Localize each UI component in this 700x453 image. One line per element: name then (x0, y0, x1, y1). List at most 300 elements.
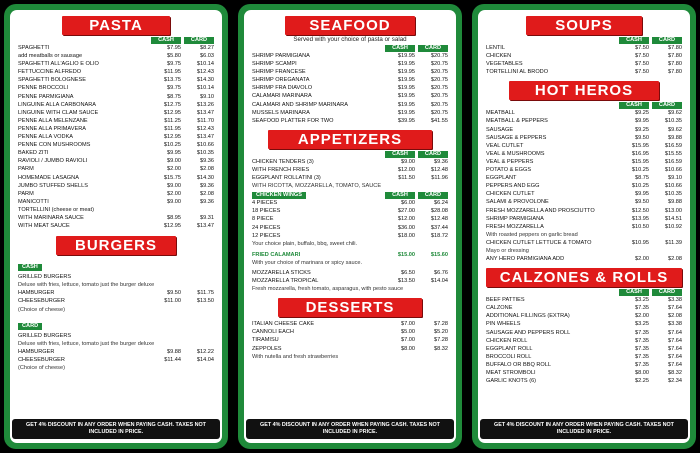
list-item (486, 126, 682, 134)
item-note: (Choice of cheese) (18, 365, 65, 371)
cash-price: $5.00 (401, 329, 415, 336)
cash-price: $8.95 (167, 214, 181, 221)
list-item (486, 198, 682, 206)
cash-price: $12.95 (163, 109, 181, 116)
cash-price: $7.50 (635, 61, 649, 68)
hero-list (486, 109, 682, 230)
list-item (252, 328, 448, 336)
item-name: SHRIMP PARMIGIANA (252, 53, 310, 59)
card-label: CARD (652, 289, 682, 296)
cash-label: CASH (619, 37, 649, 44)
item-name: MUSSELS MARINARA (252, 109, 310, 116)
list-item (252, 269, 448, 277)
card-price: $10.66 (196, 142, 214, 149)
list-item (252, 76, 448, 84)
cash-price: $10.25 (631, 167, 649, 174)
list-item (252, 52, 448, 60)
cash-price: $9.75 (167, 85, 181, 92)
cash-price: $11.25 (164, 117, 181, 124)
cash-price: $9.00 (167, 198, 181, 205)
cash-price: $12.00 (397, 216, 415, 223)
item-name: VEGETABLES (486, 61, 523, 68)
item-name: ANY HERO PARMIGIANA ADD (486, 256, 565, 263)
list-item (252, 158, 448, 166)
item-name: LINGUINE ALLA CARBONARA (18, 101, 97, 108)
section-title-soups: SOUPS (526, 16, 642, 35)
list-item (486, 158, 682, 166)
list-item (486, 117, 682, 125)
card-price: $28.08 (430, 208, 448, 215)
cash-price: $9.00 (167, 182, 181, 189)
item-name: POTATO & EGGS (486, 167, 532, 174)
card-price: $20.75 (430, 77, 448, 84)
item-name: CHICKEN ROLL (486, 337, 528, 344)
item-name: MEATBALL & PEPPERS (486, 118, 548, 125)
cash-price: $2.00 (635, 313, 649, 320)
item-name: PENNE ALLA PRIMAVERA (18, 125, 86, 132)
item-name: SALAMI & PROVOLONE (486, 199, 549, 206)
item-name: PARM (18, 166, 34, 173)
item-name: CALAMARI AND SHRIMP MARINARA (252, 101, 348, 108)
list-item (486, 377, 682, 385)
list-item (18, 109, 214, 117)
item-name: MOZZARELLA TROPICAL (252, 278, 319, 285)
cash-price: $2.00 (635, 256, 649, 263)
list-item (18, 141, 214, 149)
item-name: CANNOLI EACH (252, 329, 294, 336)
list-item (486, 329, 682, 337)
cash-price: $9.25 (635, 110, 649, 117)
list-item (252, 232, 448, 240)
price-header (252, 45, 448, 52)
mozzarella-list (252, 269, 448, 285)
card-price: $14.30 (196, 77, 214, 84)
card-price: $9.88 (668, 199, 682, 206)
item-name: BROCCOLI ROLL (486, 353, 532, 360)
cash-price: $10.50 (631, 223, 649, 230)
card-price: $5.20 (434, 329, 448, 336)
wings-header (252, 192, 448, 199)
card-price: $20.75 (430, 69, 448, 76)
list-item (18, 190, 214, 198)
card-price: $11.75 (197, 290, 214, 297)
item-name: 4 PIECES (252, 200, 278, 207)
card-price: $10.35 (664, 118, 682, 125)
card-price: $8.27 (200, 45, 214, 51)
item-name: BUFFALO OR BBQ ROLL (486, 361, 551, 368)
cash-price: $12.00 (397, 166, 415, 173)
cash-price: $7.50 (635, 69, 649, 76)
price-header (486, 102, 682, 109)
list-item (486, 215, 682, 223)
section-title-hot-heros: HOT HEROS (509, 81, 659, 100)
cash-price: $2.25 (635, 378, 649, 385)
card-price: $9.62 (668, 126, 682, 133)
card-price: $9.10 (668, 175, 682, 182)
item-name: WITH FRENCH FRIES (252, 166, 310, 173)
card-price: $9.31 (200, 214, 214, 221)
card-price: $9.36 (200, 158, 214, 165)
section-title-seafood: SEAFOOD (285, 16, 415, 35)
panel-inner (244, 10, 456, 443)
card-price: $13.00 (664, 207, 682, 214)
item-name: FRESH MOZZARELLA (486, 223, 544, 230)
item-name: VEAL & MUSHROOMS (486, 150, 545, 157)
card-price: $8.32 (434, 345, 448, 352)
card-price: $13.47 (196, 134, 214, 141)
panel-seafood-appetizers (238, 4, 462, 449)
item-name: SPAGHETTI ALL'AGLIO E OLIO (18, 61, 99, 68)
footer-discount-note: GET 4% DISCOUNT IN ANY ORDER WHEN PAYING CASH. TAXES NOT INCLUDED IN PRICE. (246, 419, 454, 439)
item-name: ZEPPOLES (252, 345, 282, 352)
list-item (252, 109, 448, 117)
item-name: PENNE ALLA MELENZANE (18, 117, 88, 124)
card-price: $20.75 (430, 109, 448, 116)
item-name: PENNE PARMIGIANA (18, 93, 74, 100)
list-item (486, 190, 682, 198)
cash-label: CASH (385, 192, 415, 199)
card-price: $13.50 (196, 298, 214, 305)
card-price: $9.36 (200, 198, 214, 205)
footer-discount-note: GET 4% DISCOUNT IN ANY ORDER WHEN PAYING CASH. TAXES NOT INCLUDED IN PRICE. (480, 419, 688, 439)
card-price: $12.43 (196, 69, 214, 76)
card-price: $2.08 (200, 190, 214, 197)
cash-price: $19.95 (397, 61, 415, 68)
list-item (252, 320, 448, 328)
card-price: $15.55 (664, 150, 682, 157)
cash-price: $13.95 (631, 215, 649, 222)
item-name: VEAL CUTLET (486, 142, 524, 149)
item-name: JUMBO STUFFED SHELLS (18, 182, 88, 189)
list-item (18, 289, 214, 297)
card-price: $13.47 (196, 223, 214, 230)
item-name: FETTUCCINE ALFREDO (18, 69, 82, 76)
cash-price: $6.00 (401, 200, 415, 207)
item-name: 24 PIECES (252, 224, 281, 231)
card-price (184, 206, 214, 214)
card-price: $6.03 (200, 53, 214, 60)
list-item (18, 44, 214, 52)
cash-price: $11.44 (164, 356, 181, 363)
list-item (18, 117, 214, 125)
panel-inner (478, 10, 690, 443)
list-item (486, 109, 682, 117)
cash-price: $36.00 (397, 224, 415, 231)
cash-price: $18.00 (397, 232, 415, 239)
cash-price: $9.25 (635, 126, 649, 133)
item-name: FRIED CALAMARI (252, 251, 301, 258)
list-item (486, 182, 682, 190)
list-item (18, 149, 214, 157)
item-name: LINGUINE WITH CLAM SAUCE (18, 109, 99, 116)
list-item (486, 337, 682, 345)
card-price: $3.38 (668, 321, 682, 328)
cash-price: $12.95 (163, 134, 181, 141)
list-item (252, 345, 448, 353)
cash-label: CASH (385, 45, 415, 52)
list-item (18, 157, 214, 165)
cash-label: CASH (385, 151, 415, 158)
card-price: $12.43 (196, 125, 214, 132)
item-name: PIN WHEELS (486, 321, 521, 328)
list-item (486, 150, 682, 158)
item-name: PEPPERS AND EGG (486, 183, 540, 190)
panel-soups-heros (472, 4, 696, 449)
card-price: $13.26 (196, 101, 214, 108)
cash-price: $12.95 (163, 223, 181, 230)
card-price: $7.64 (668, 353, 682, 360)
card-price: $11.70 (197, 117, 214, 124)
cash-price: $8.00 (635, 370, 649, 376)
list-item (252, 68, 448, 76)
card-price: $10.66 (664, 167, 682, 174)
section-title-burgers: BURGERS (56, 236, 176, 255)
list-item (486, 296, 682, 304)
cash-price: $9.75 (167, 61, 181, 68)
cash-price: $19.95 (397, 69, 415, 76)
cash-price: $9.95 (167, 150, 181, 157)
item-name: CALZONE (486, 305, 513, 312)
list-item (486, 44, 682, 52)
burger-card-list (18, 348, 214, 364)
list-item (486, 312, 682, 320)
list-item (252, 117, 448, 125)
card-price: $16.59 (664, 142, 682, 149)
card-price: $13.47 (196, 109, 214, 116)
list-item (486, 174, 682, 182)
list-item (486, 60, 682, 68)
cash-price (151, 206, 181, 214)
item-name: CHICKEN TENDERS (3) (252, 158, 314, 165)
list-item (18, 68, 214, 76)
cash-price: $7.00 (401, 321, 415, 328)
cash-price: $27.00 (397, 208, 415, 215)
cash-price: $9.50 (167, 290, 181, 297)
item-name: 18 PIECES (252, 208, 281, 215)
card-price: $7.28 (434, 321, 448, 328)
list-item (252, 174, 448, 182)
card-price: $9.36 (434, 158, 448, 165)
price-header (252, 151, 448, 158)
card-price: $10.66 (664, 183, 682, 190)
list-item (18, 125, 214, 133)
cash-label: CASH (18, 264, 42, 271)
appetizer-list (252, 158, 448, 182)
cash-price: $7.35 (635, 337, 649, 344)
card-price: $11.96 (431, 175, 448, 182)
cash-price: $16.95 (631, 150, 649, 157)
cash-price: $9.95 (635, 191, 649, 198)
list-item (252, 224, 448, 232)
card-price: $7.64 (668, 361, 682, 368)
card-price: $16.59 (664, 158, 682, 165)
list-item (18, 165, 214, 173)
list-item (486, 369, 682, 377)
item-name: WITH MEAT SAUCE (18, 223, 70, 230)
item-name: SHRIMP OREGANATA (252, 77, 310, 84)
item-name: MEATBALL (486, 110, 515, 117)
cash-price: $9.50 (635, 199, 649, 206)
card-label: CARD (652, 102, 682, 109)
card-price: $7.80 (668, 45, 682, 51)
card-price: $37.44 (430, 224, 448, 231)
cash-price: $10.95 (631, 239, 649, 246)
item-name: CHEESEBURGER (18, 298, 65, 305)
list-item (486, 353, 682, 361)
card-price: $20.75 (430, 61, 448, 68)
item-note: With your choice of marinara or spicy sauce. (252, 259, 363, 266)
cash-price: $10.25 (631, 183, 649, 190)
cash-price: $15.00 (397, 251, 415, 258)
card-price: $20.75 (430, 101, 448, 108)
item-name: EGGPLANT ROLL (486, 345, 533, 352)
item-name: PENNE BROCCOLI (18, 85, 69, 92)
item-name: TIRAMISU (252, 337, 279, 344)
card-price: $7.64 (668, 305, 682, 312)
cash-price: $12.50 (631, 207, 649, 214)
cash-price: $11.00 (164, 298, 181, 305)
cash-price: $11.50 (398, 175, 415, 182)
cash-price: $9.00 (167, 158, 181, 165)
list-item (486, 304, 682, 312)
item-name: SEAFOOD PLATTER FOR TWO (252, 117, 334, 124)
list-item (18, 76, 214, 84)
item-name: ITALIAN CHEESE CAKE (252, 321, 315, 328)
list-item (18, 222, 214, 230)
list-item (18, 348, 214, 356)
cash-price: $7.00 (401, 337, 415, 344)
card-price: $11.39 (665, 239, 682, 246)
card-price: $2.08 (668, 313, 682, 320)
card-price: $9.10 (200, 93, 214, 100)
cash-price: $7.50 (635, 45, 649, 51)
card-price: $10.92 (664, 223, 682, 230)
cash-price: $12.75 (163, 101, 181, 108)
list-item (252, 84, 448, 92)
item-name: SHRIMP FRANCESE (252, 69, 306, 76)
list-item (18, 93, 214, 101)
item-name: SHRIMP SCAMPI (252, 61, 297, 68)
seafood-list (252, 52, 448, 125)
price-header (486, 37, 682, 44)
cash-price: $5.80 (167, 53, 181, 60)
list-item (486, 68, 682, 76)
section-title-pasta: PASTA (62, 16, 170, 35)
cash-price: $8.00 (401, 345, 415, 352)
card-price: $20.75 (430, 93, 448, 100)
cash-price: $13.75 (163, 77, 181, 84)
section-title-appetizers: APPETIZERS (268, 130, 432, 149)
list-item (486, 239, 682, 247)
cash-price: $10.25 (163, 142, 181, 149)
cash-price: $7.35 (635, 305, 649, 312)
cash-price: $7.50 (635, 53, 649, 60)
list-item (252, 215, 448, 223)
item-name: PENNE CON MUSHROOMS (18, 142, 91, 149)
item-name: PENNE ALLA VODKA (18, 134, 74, 141)
card-price: $9.62 (668, 110, 682, 117)
card-price: $7.80 (668, 69, 682, 76)
item-name: TORTELLINI AL BRODO (486, 69, 549, 76)
card-label: CARD (418, 45, 448, 52)
section-title-calzones: CALZONES & ROLLS (486, 268, 682, 287)
item-name: SAUSAGE (486, 126, 514, 133)
cash-price: $3.25 (635, 297, 649, 304)
item-name: SAUSAGE AND PEPPERS ROLL (486, 329, 571, 336)
item-note: Deluxe with fries, lettuce, tomato just the burger deluxe (18, 340, 155, 347)
card-price: $20.75 (430, 53, 448, 59)
price-header (18, 37, 214, 44)
card-price: $7.80 (668, 53, 682, 60)
card-price: $10.35 (664, 191, 682, 198)
section-title-desserts: DESSERTS (278, 298, 422, 317)
list-item-calamari (252, 251, 448, 259)
item-name: LENTIL (486, 45, 505, 51)
card-price: $10.14 (196, 85, 214, 92)
list-item (486, 255, 682, 263)
price-header (385, 192, 448, 199)
card-price: $14.51 (664, 215, 682, 222)
item-name: FRESH MOZZARELLA AND PROSCIUTTO (486, 207, 595, 214)
cash-price: $19.95 (397, 109, 415, 116)
panel-pasta-burgers (4, 4, 228, 449)
list-item (18, 206, 214, 214)
list-item (252, 336, 448, 344)
card-price: $7.64 (668, 345, 682, 352)
list-item (486, 223, 682, 231)
card-price: $12.22 (196, 348, 214, 355)
list-item (252, 207, 448, 215)
cash-price: $9.00 (401, 158, 415, 165)
card-price: $14.30 (196, 174, 214, 181)
list-item (486, 207, 682, 215)
cash-price: $8.75 (167, 93, 181, 100)
cash-price: $15.75 (163, 174, 181, 181)
cash-price: $7.35 (635, 329, 649, 336)
item-name: MEAT STROMBOLI (486, 370, 536, 376)
card-price: $7.80 (668, 61, 682, 68)
pasta-list (18, 44, 214, 230)
calzone-list (486, 296, 682, 385)
card-price: $18.72 (430, 232, 448, 239)
card-label: CARD (418, 151, 448, 158)
item-name: ADDITIONAL FILLINGS (EXTRA) (486, 313, 570, 320)
cash-price: $19.95 (397, 77, 415, 84)
list-item (486, 166, 682, 174)
list-item (486, 361, 682, 369)
card-price: $12.48 (430, 166, 448, 173)
item-name: HOMEMADE LASAGNA (18, 174, 79, 181)
list-item (486, 134, 682, 142)
cash-price: $2.00 (167, 190, 181, 197)
cash-price: $13.50 (397, 278, 415, 285)
card-price: $10.35 (196, 150, 214, 157)
cash-price: $11.95 (164, 69, 181, 76)
item-note: Deluxe with fries, lettuce, tomato just the burger deluxe (18, 282, 155, 289)
footer-discount-note: GET 4% DISCOUNT IN ANY ORDER WHEN PAYING CASH. TAXES NOT INCLUDED IN PRICE. (12, 419, 220, 439)
item-name: RAVIOLI / JUMBO RAVIOLI (18, 158, 88, 165)
wings-list (252, 199, 448, 239)
cash-price: $15.95 (631, 158, 649, 165)
list-item (486, 142, 682, 150)
item-name: WITH MARINARA SAUCE (18, 214, 84, 221)
item-name: SPAGHETTI (18, 45, 50, 51)
cash-label: CASH (619, 102, 649, 109)
item-name: SPAGHETTI BOLOGNESE (18, 77, 86, 84)
card-price: $14.04 (196, 356, 214, 363)
panel-inner (10, 10, 222, 443)
list-item (18, 52, 214, 60)
